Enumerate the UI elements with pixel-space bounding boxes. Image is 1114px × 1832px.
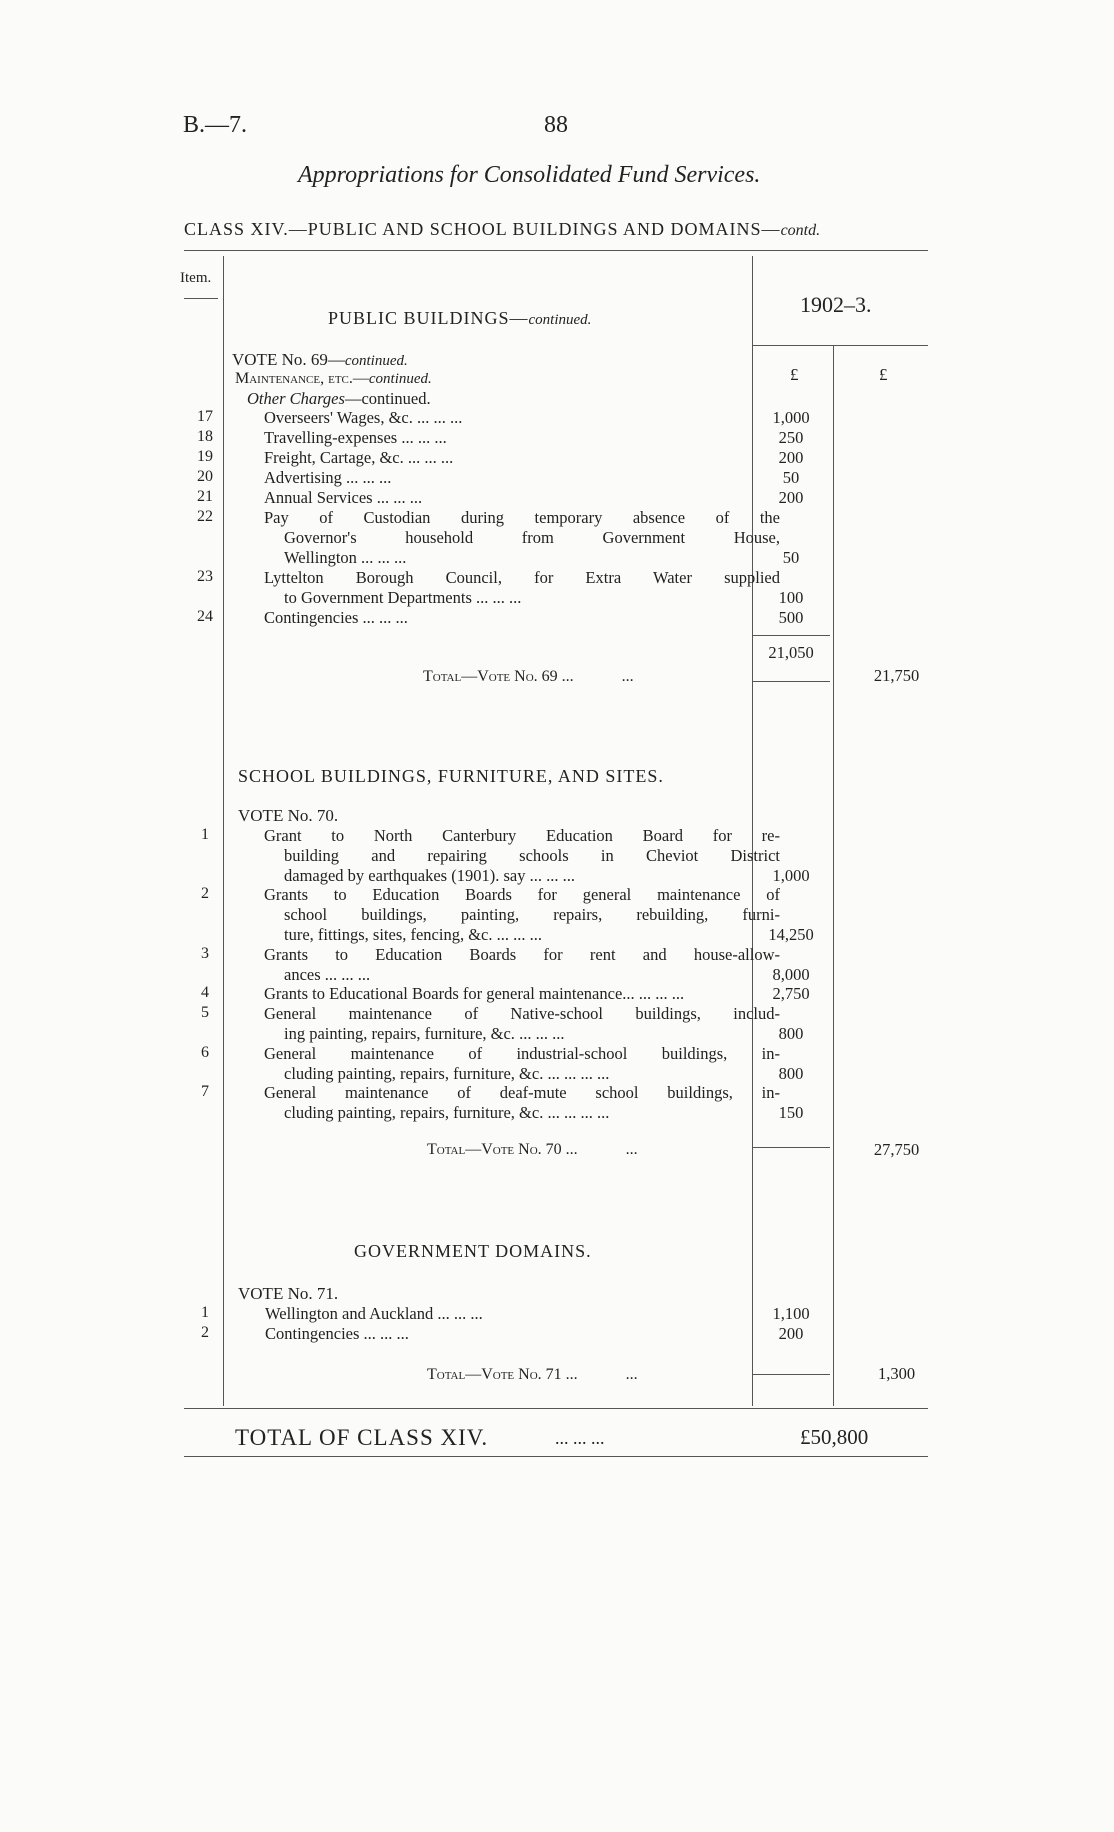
item-description: Grants to Educational Boards for general maintenance... ... [264, 984, 780, 1004]
dot-leader [321, 965, 371, 984]
item-description: Grants to Education Boards for rent and house-allow- [264, 944, 780, 964]
item-amount: 200 [778, 488, 804, 507]
item-description: to Government Departments ... [284, 588, 780, 608]
item-header-rule [184, 298, 218, 299]
page-number: 88 [544, 112, 568, 138]
item-description: Governor's household from Government House, [284, 528, 780, 547]
total-vote-70: 27,750 [873, 1140, 920, 1159]
dot-leader [515, 1024, 565, 1043]
item-number: 2 [201, 885, 209, 903]
grand-total-label: TOTAL OF CLASS XIV. [235, 1425, 489, 1450]
item-description: Annual Services ... [264, 488, 780, 508]
dot-leader [359, 1324, 409, 1343]
dot-leader [560, 1064, 610, 1083]
item-column-header: Item. [180, 270, 212, 286]
total-rule-69 [752, 681, 830, 682]
dot-leader [413, 408, 463, 427]
dot-leader [472, 588, 522, 607]
dot-leader [357, 548, 407, 567]
pound-symbol-col2: £ [879, 365, 888, 384]
item-description: Advertising ... [264, 468, 780, 488]
item-description: building and repairing schools in Cheviot District [284, 845, 780, 865]
dot-leader [525, 866, 575, 885]
school-buildings-heading: SCHOOL BUILDINGS, FURNITURE, AND SITES. [238, 766, 664, 786]
total-vote-70-label: Total—Vote No. 70 ... ... [427, 1141, 638, 1158]
item-number: 19 [197, 448, 213, 465]
total-vote-71-label: Total—Vote No. 71 ... ... [427, 1366, 638, 1383]
top-rule [184, 250, 928, 251]
item-description: ances ... [284, 965, 780, 985]
item-amount: 250 [778, 428, 804, 447]
total-rule-70 [752, 1147, 830, 1148]
document-code: B.—7. [183, 112, 248, 138]
other-charges-heading: Other Charges—continued. [247, 389, 431, 408]
amount2-column-divider [833, 345, 834, 1406]
item-amount: 50 [782, 468, 800, 487]
subtotal-rule-69 [752, 635, 830, 636]
item-description: Travelling-expenses ... [264, 428, 780, 448]
item-description: cluding painting, repairs, furniture, &c. ... ... [284, 1064, 780, 1084]
dot-leader [433, 1304, 483, 1323]
subtotal-69: 21,050 [768, 643, 814, 662]
item-description: ture, fittings, sites, fencing, &c. ... [284, 925, 780, 945]
item-amount: 50 [782, 548, 800, 567]
dot-leader [404, 448, 454, 467]
total-rule-71 [752, 1374, 830, 1375]
class-title: CLASS XIV.—PUBLIC AND SCHOOL BUILDINGS AND DOMAINS—contd. [184, 219, 821, 239]
item-description: school buildings, painting, repairs, rebuilding, furni- [284, 905, 780, 925]
item-description: Lyttelton Borough Council, for Extra Water supplied [264, 568, 780, 587]
year-column-header: 1902–3. [800, 292, 872, 317]
dot-leader [342, 468, 392, 487]
item-description: General maintenance of industrial-school buildings, in- [264, 1043, 780, 1063]
item-description: General maintenance of deaf-mute school buildings, in- [264, 1083, 780, 1103]
item-number: 4 [201, 984, 209, 1002]
maintenance-heading: Maintenance, etc.—continued. [235, 370, 432, 387]
item-description: Wellington and Auckland ... [265, 1304, 781, 1324]
pound-symbol-col1: £ [790, 365, 799, 384]
item-number: 5 [201, 1004, 209, 1022]
dot-leader [397, 428, 447, 447]
item-number: 3 [201, 944, 209, 962]
grand-total-rule [184, 1456, 928, 1457]
item-number: 17 [197, 408, 213, 425]
year-header-rule [752, 345, 928, 346]
item-amount: 1,000 [772, 865, 810, 885]
dot-leader [560, 1103, 610, 1122]
item-description: ing painting, repairs, furniture, &c. ... [284, 1024, 780, 1044]
public-buildings-heading: PUBLIC BUILDINGS—continued. [328, 308, 592, 328]
item-amount: 100 [778, 588, 804, 607]
total-vote-69-label: Total—Vote No. 69 ... ... [423, 668, 634, 685]
page-title: Appropriations for Consolidated Fund Services. [298, 162, 761, 188]
item-description: Pay of Custodian during temporary absence of the [264, 508, 780, 527]
item-amount: 800 [778, 1063, 804, 1083]
item-column-divider [223, 256, 224, 1406]
item-amount: 150 [778, 1103, 804, 1123]
item-description: Contingencies ... [265, 1324, 781, 1344]
government-domains-heading: GOVERNMENT DOMAINS. [354, 1241, 592, 1261]
item-number: 20 [197, 468, 213, 485]
item-description: Freight, Cartage, &c. ... [264, 448, 780, 468]
item-description: damaged by earthquakes (1901). say ... [284, 866, 780, 886]
item-amount: 14,250 [768, 925, 814, 944]
item-amount: 2,750 [772, 984, 810, 1004]
item-description: General maintenance of Native-school buildings, includ- [264, 1004, 780, 1024]
item-number: 22 [197, 508, 213, 525]
vote-71-heading: VOTE No. 71. [238, 1284, 339, 1303]
item-description: Wellington ... [284, 548, 780, 568]
item-description: Grants to Education Boards for general maintenance of [264, 885, 780, 905]
dot-leader [493, 925, 543, 944]
item-amount: 1,100 [772, 1304, 810, 1323]
item-description: Contingencies ... [264, 608, 780, 628]
grand-total-amount: £50,800 [800, 1425, 869, 1449]
item-amount: 200 [778, 448, 804, 467]
dot-leader [373, 488, 423, 507]
bottom-rule [184, 1408, 928, 1409]
item-number: 24 [197, 608, 213, 625]
item-number: 23 [197, 568, 213, 585]
item-amount: 1,000 [772, 408, 810, 427]
item-number: 18 [197, 428, 213, 445]
vote-70-heading: VOTE No. 70. [238, 806, 339, 825]
total-vote-71: 1,300 [877, 1364, 916, 1383]
item-number: 6 [201, 1043, 209, 1061]
item-amount: 8,000 [772, 964, 810, 984]
item-number: 2 [201, 1324, 209, 1341]
item-description: cluding painting, repairs, furniture, &c. ... ... [284, 1103, 780, 1123]
item-amount: 800 [778, 1024, 804, 1043]
item-description: Grant to North Canterbury Education Board for re- [264, 826, 780, 845]
item-number: 1 [201, 826, 209, 843]
dot-leader [635, 984, 685, 1003]
grand-total-leader: ... ... ... [555, 1428, 605, 1448]
item-number: 1 [201, 1304, 209, 1321]
item-number: 21 [197, 488, 213, 505]
item-amount: 500 [778, 608, 804, 627]
item-description: Overseers' Wages, &c. ... [264, 408, 780, 428]
dot-leader [358, 608, 408, 627]
total-vote-69: 21,750 [873, 666, 920, 685]
item-number: 7 [201, 1083, 209, 1101]
item-amount: 200 [778, 1324, 804, 1343]
vote-69-heading: VOTE No. 69—continued. [232, 350, 408, 369]
